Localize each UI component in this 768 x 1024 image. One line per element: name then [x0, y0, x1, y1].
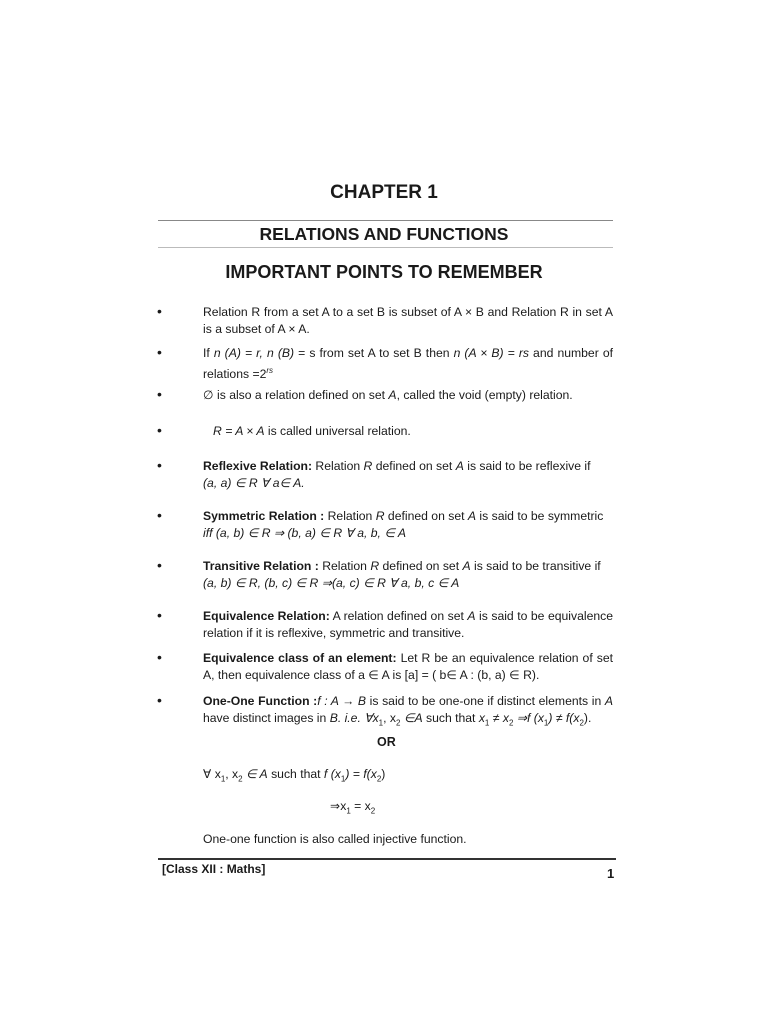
chapter-title: RELATIONS AND FUNCTIONS	[259, 224, 509, 244]
bullet-dot: •	[157, 557, 162, 573]
or-separator: OR	[377, 735, 396, 749]
bullet-dot: •	[157, 649, 162, 665]
point-one-one-function: One-One Function :f : A → B is said to be one-one if distinct elements in A have distinct images in B. i.e. $\forall x_1$, $x_2$ ∈A such that $x_1 \ne x_2$ ⇒f $(x_1) \ne f(x_2)$.	[203, 694, 613, 728]
page-number: 1	[607, 866, 615, 881]
bullet-dot: •	[157, 607, 162, 623]
bullet-dot: •	[157, 344, 162, 360]
bullet-dot: •	[157, 303, 162, 319]
point-symmetric-relation: Symmetric Relation : Relation R defined on set A is said to be symmetric iff (a, b) ∈ R ⇒ (b, a) ∈ R ∀ a, b, ∈ A	[203, 509, 604, 540]
point-universal-relation: R = A × A is called universal relation.	[213, 424, 411, 438]
point-equivalence-class: Equivalence class of an element: Let R be an equivalence relation of set A, then equivalence class of a ∈ A is [a] = ( b∈ A : (b, a) ∈ R).	[203, 651, 613, 682]
point-reflexive-relation: Reflexive Relation: Relation R defined on set A is said to be reflexive if (a, a) ∈ R ∀ a∈ A.	[203, 459, 591, 490]
bullet-dot: •	[157, 422, 162, 438]
heading-rule-top	[158, 220, 613, 221]
bullet-dot: •	[157, 386, 162, 402]
footer-class-label: [Class XII : Maths]	[162, 862, 266, 876]
bullet-dot: •	[157, 457, 162, 473]
point-equivalence-relation: Equivalence Relation: A relation defined on set A is said to be equivalence relation if it is reflexive, symmetric and transitive.	[203, 609, 613, 640]
section-title: IMPORTANT POINTS TO REMEMBER	[225, 262, 543, 282]
forall-statement: ∀ $x_1$, $x_2$ ∈ A such that f $(x_1) = f(x_2)$	[203, 767, 386, 784]
injective-note: One-one function is also called injective function.	[203, 832, 467, 846]
bullet-dot: •	[157, 507, 162, 523]
bullet-dot: •	[157, 692, 162, 708]
footer-rule	[158, 858, 616, 860]
point-number-of-relations: If n (A) = r, n (B) = s from set A to set B then n (A × B) = rs and number of relations $=2^{rs}$	[203, 346, 613, 382]
point-relation-definition: Relation R from a set A to a set B is subset of A × B and Relation R in set A is a subset of A × A.	[203, 305, 613, 336]
implication-statement: $\Rightarrow x_1 = x_2$	[330, 799, 376, 816]
point-void-relation: ∅ is also a relation defined on set A, called the void (empty) relation.	[203, 388, 573, 402]
heading-rule-bottom	[158, 247, 613, 248]
point-transitive-relation: Transitive Relation : Relation R defined on set A is said to be transitive if (a, b) ∈ R, (b, c) ∈ R ⇒(a, c) ∈ R ∀ a, b, c ∈ A	[203, 559, 601, 590]
chapter-heading: CHAPTER 1	[330, 182, 438, 203]
